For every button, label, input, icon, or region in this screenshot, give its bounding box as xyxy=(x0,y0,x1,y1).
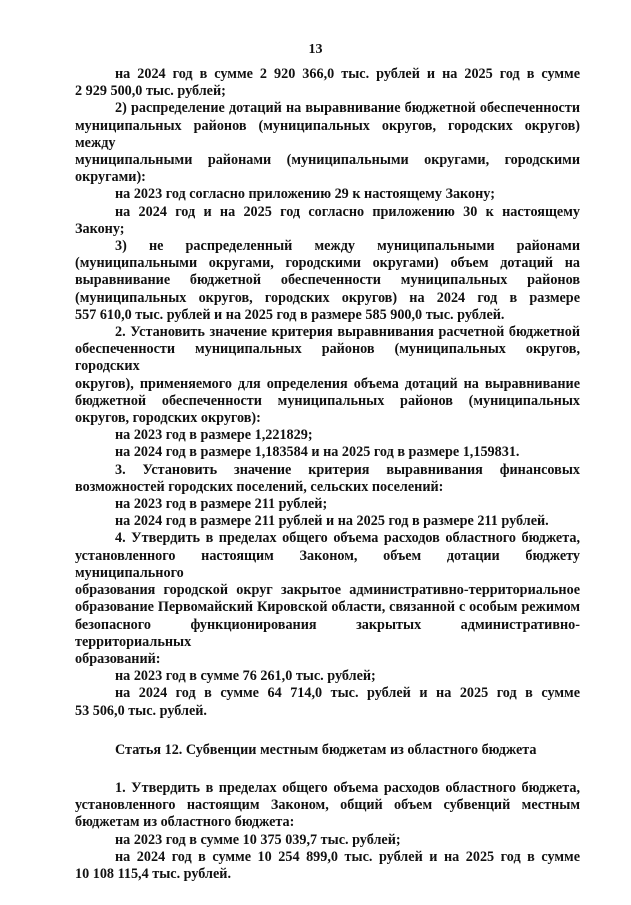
text-line: установленного настоящим Законом, объем дотации бюджету муниципального xyxy=(75,547,580,581)
text-line: на 2024 год в размере 211 рублей и на 2025 год в размере 211 рублей. xyxy=(115,513,549,530)
text-line: (муниципальных округов, городских округов) на 2024 год в размере xyxy=(75,289,580,306)
text-line: на 2023 год в размере 1,221829; xyxy=(115,427,313,444)
text-line: на 2024 год в размере 1,183584 и на 2025 год в размере 1,159831. xyxy=(115,444,520,461)
text-line: 2. Установить значение критерия выравнивания расчетной бюджетной xyxy=(115,324,580,341)
text-line: 2 929 500,0 тыс. рублей; xyxy=(75,83,226,100)
text-line: Закону; xyxy=(75,220,125,237)
text-line: безопасного функционирования закрытых административно-территориальных xyxy=(75,616,580,650)
page-number: 13 xyxy=(308,42,323,57)
text-line: обеспеченности муниципальных районов (муниципальных округов, городских xyxy=(75,341,580,375)
text-line: 3) не распределенный между муниципальными районами xyxy=(115,238,580,255)
text-line: муниципальными районами (муниципальными округами, городскими xyxy=(75,152,580,169)
article-heading xyxy=(75,742,580,759)
text-line: 557 610,0 тыс. рублей и на 2025 год в размере 585 900,0 тыс. рублей. xyxy=(75,306,505,323)
text-line: установленного настоящим Законом, общий объем субвенций местным xyxy=(75,797,580,814)
text-line: на 2023 год в сумме 10 375 039,7 тыс. рублей; xyxy=(115,831,401,848)
text-line: на 2024 год в сумме 64 714,0 тыс. рублей и на 2025 год в сумме xyxy=(115,685,580,702)
text-line: округов, городских округов): xyxy=(75,410,261,427)
text-line: бюджетам из областного бюджета: xyxy=(75,814,295,831)
text-line: на 2023 год согласно приложению 29 к настоящему Закону; xyxy=(115,186,495,203)
text-line: 2) распределение дотаций на выравнивание бюджетной обеспеченности xyxy=(115,100,580,117)
text-line: образований: xyxy=(75,650,161,667)
text-line: округами): xyxy=(75,169,146,186)
text-line: на 2024 год в сумме 10 254 899,0 тыс. рублей и на 2025 год в сумме xyxy=(115,848,580,865)
text-line: (муниципальными округами, городскими округами) объем дотаций на xyxy=(75,255,580,272)
text-line: муниципальных районов (муниципальных округов, городских округов) между xyxy=(75,117,580,151)
text-line: на 2023 год в размере 211 рублей; xyxy=(115,496,328,513)
text-line: возможностей городских поселений, сельских поселений: xyxy=(75,478,444,495)
article-title: Субвенции местным бюджетам из областного бюджета xyxy=(185,741,537,758)
document-body xyxy=(75,66,580,883)
text-line: образование Первомайский Кировской области, связанной с особым режимом xyxy=(75,599,580,616)
article-number: Статья 12. xyxy=(115,741,183,758)
text-line: образования городской округ закрытое административно-территориальное xyxy=(75,582,580,599)
text-line: на 2024 год в сумме 2 920 366,0 тыс. рублей и на 2025 год в сумме xyxy=(115,66,580,82)
text-line: на 2024 год и на 2025 год согласно приложению 30 к настоящему xyxy=(115,203,580,220)
text-line: 53 506,0 тыс. рублей. xyxy=(75,702,207,719)
text-line: 3. Установить значение критерия выравнивания финансовых xyxy=(115,461,580,478)
text-line: выравнивание бюджетной обеспеченности муниципальных районов xyxy=(75,272,580,289)
text-line: бюджетной обеспеченности муниципальных районов (муниципальных xyxy=(75,392,580,409)
text-line: 1. Утвердить в пределах общего объема расходов областного бюджета, xyxy=(115,779,580,796)
text-line: 10 108 115,4 тыс. рублей. xyxy=(75,865,232,882)
text-line: округов), применяемого для определения объема дотаций на выравнивание xyxy=(75,375,580,392)
text-line: на 2023 год в сумме 76 261,0 тыс. рублей; xyxy=(115,668,376,685)
text-line: 4. Утвердить в пределах общего объема расходов областного бюджета, xyxy=(115,530,580,547)
